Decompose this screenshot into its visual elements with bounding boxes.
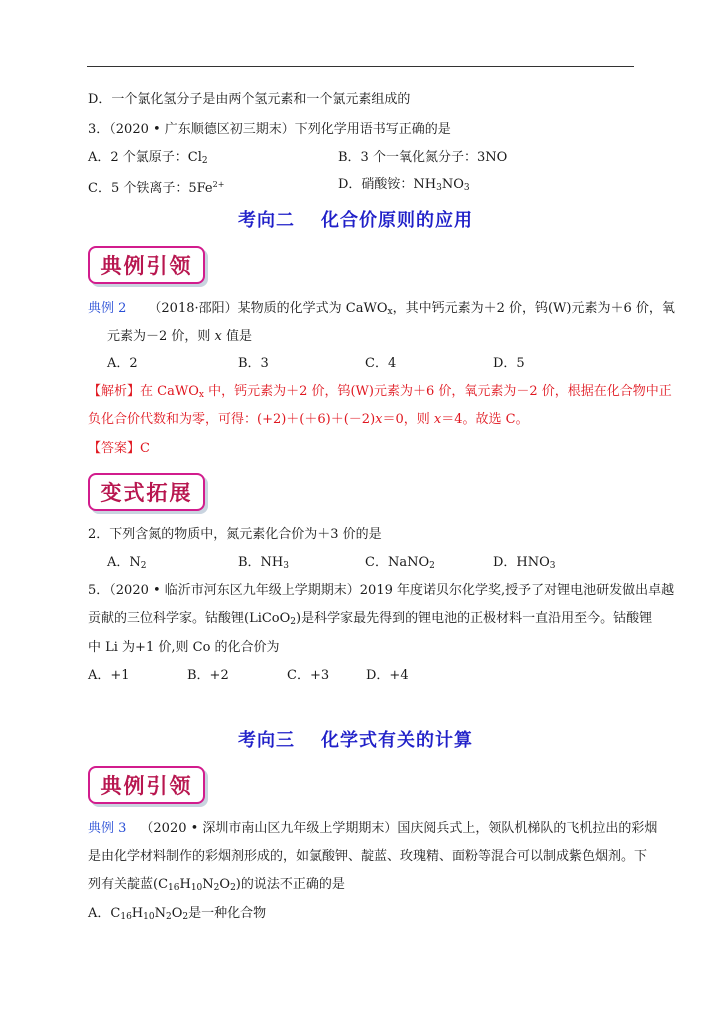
section-heading-2: 考向二 化合价原则的应用: [238, 210, 473, 231]
ex2-answer: 【答案】C: [88, 441, 150, 456]
q5-option-b: B．+2: [187, 668, 229, 683]
q3-option-d: D．硝酸铵：$NH_3NO_3$: [338, 177, 470, 193]
q3-option-a: A．2 个氯原子：$Cl_2$: [88, 150, 208, 166]
ex3-tag: 典例 3: [88, 821, 127, 836]
section-heading-3: 考向三 化学式有关的计算: [238, 730, 473, 751]
question-option-d-prev: D．一个氯化氢分子是由两个氢元素和一个氯元素组成的: [88, 92, 411, 107]
q5-line1: 5．（2020 • 临沂市河东区九年级上学期期末）2019 年度诺贝尔化学奖,授予了对锂电池研发做出卓越: [88, 583, 675, 598]
ex2-option-d: D．5: [493, 356, 525, 371]
q2-stem: 2．下列含氮的物质中，氮元素化合价为＋3 价的是: [88, 527, 382, 542]
q5-line2: 贡献的三位科学家。钴酸锂(LiCoO$_2$)是科学家最先得到的锂电池的正极材料一直沿用至今。钴酸锂: [88, 611, 653, 627]
ex3-line3: 列有关靛蓝$(C_{16}H_{10}N_2O_2)$的说法不正确的是: [88, 877, 345, 893]
ex3-line1: 典例 3 （2020 • 深圳市南山区九年级上学期期末）国庆阅兵式上，领队机梯队的飞机拉出的彩烟: [88, 821, 658, 836]
q2-option-d: D．$HNO_3$: [493, 555, 556, 571]
q5-line3: 中 Li 为+1 价,则 Co 的化合价为: [88, 640, 280, 655]
q5-option-a: A．+1: [88, 668, 130, 683]
q3-option-c: C．5 个铁离子：$5Fe^{2+}$: [88, 180, 225, 196]
q5-option-c: C．+3: [287, 668, 330, 683]
ex2-stem-line2: 元素为－2 价，则 x 值是: [107, 329, 253, 344]
q2-option-b: B．$NH_3$: [238, 555, 289, 571]
q2-option-a: A．$N_2$: [107, 555, 147, 571]
q3-stem: 3．（2020 • 广东顺德区初三期末）下列化学用语书写正确的是: [88, 122, 451, 137]
q5-option-d: D．+4: [366, 668, 409, 683]
header-rule: [87, 66, 634, 67]
ex3-option-a: A．$C_{16}H_{10}N_2O_2$是一种化合物: [88, 906, 267, 922]
q3-option-b: B．3 个一氧化氮分子：3NO: [338, 150, 508, 165]
example-badge: 典例引领: [88, 246, 205, 284]
ex2-tag: 典例 2: [88, 301, 127, 316]
ex2-analysis-line2: 负化合价代数和为零，可得：(+2)＋(＋6)＋(－2)x＝0，则 x＝4。故选 C。: [88, 412, 529, 427]
ex2-stem-line1: 典例 2 （2018·邵阳）某物质的化学式为 CaWO$_x$，其中钙元素为＋2 价，钨(W)元素为＋6 价，氧: [88, 301, 675, 317]
ex2-option-a: A．2: [107, 356, 138, 371]
ex2-option-b: B．3: [238, 356, 269, 371]
example-badge-2: 典例引领: [88, 766, 205, 804]
ex2-option-c: C．4: [365, 356, 397, 371]
ex3-line2: 是由化学材料制作的彩烟剂形成的，如氯酸钾、靛蓝、玫瑰精、面粉等混合可以制成紫色烟剂。下: [88, 849, 648, 864]
variant-badge: 变式拓展: [88, 473, 205, 511]
q2-option-c: C．NaNO$_2$: [365, 555, 435, 571]
ex2-analysis-line1: 【解析】在 CaWO$_x$ 中，钙元素为＋2 价，钨(W)元素为＋6 价，氧元素为－2 价，根据在化合物中正: [88, 384, 672, 400]
